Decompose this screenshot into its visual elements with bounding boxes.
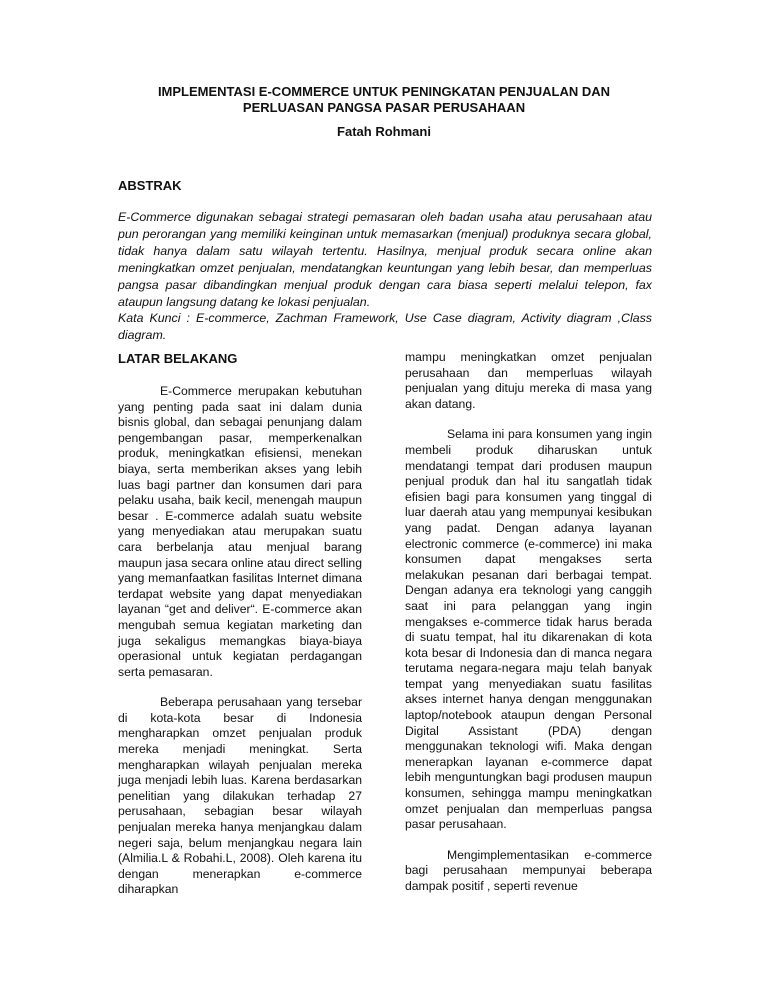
right-column (405, 350, 652, 910)
paragraph: mampu meningkatkan omzet penjualan perusahaan dan memperluas wilayah penjualan yang dituju mereka di masa yang akan datang. (405, 350, 652, 411)
title-line-2: PERLUASAN PANGSA PASAR PERUSAHAAN (242, 100, 526, 115)
abstract-heading: ABSTRAK (118, 178, 182, 193)
paper-title (118, 84, 650, 116)
abstract-text: E-Commerce digunakan sebagai strategi pemasaran oleh badan usaha atau perusahaan atau pun perorangan yang memiliki keinginan untuk memasarkan (menjual) produknya secara global, tidak hanya dalam satu wilayah tertentu. Hasilnya, menjual produk secara online akan meningkatkan omzet penjualan, mendatangkan keuntungan yang lebih besar, dan memperluas pangsa pasar dibandingkan menjual produk dengan cara biasa seperti melalui telepon, fax ataupun langsung datang ke lokasi penjualan. (118, 210, 652, 309)
paragraph: E-Commerce merupakan kebutuhan yang penting pada saat ini dalam dunia bisnis global, dan sebagai penunjang dalam pengembangan pasar, memperkenalkan produk, meningkatkan efisiensi, menekan biaya, serta memberikan akses yang lebih luas bagi partner dan konsumen dari para pelaku usaha, baik kecil, menengah maupun besar . E-commerce adalah suatu website yang menyediakan atau merupakan suatu cara berbelanja atau menjual barang maupun jasa secara online atau direct selling yang memanfaatkan fasilitas Internet dimana terdapat website yang dapat menyediakan layanan “get and deliver“. E-commerce akan mengubah semua kegiatan marketing dan juga sekaligus memangkas biaya-biaya operasional untuk kegiatan perdagangan serta pemasaran. (118, 384, 362, 679)
left-column (118, 350, 362, 913)
title-line-1: IMPLEMENTASI E-COMMERCE UNTUK PENINGKATAN PENJUALAN DAN (157, 84, 611, 99)
paragraph: Selama ini para konsumen yang ingin membeli produk diharuskan untuk mendatangi tempat dari produsen maupun penjual produk dan hal itu sangatlah tidak efisien bagi para konsumen yang tinggal di luar daerah atau yang mempunyai kesibukan yang padat. Dengan adanya layanan electronic commerce (e-commerce) ini maka konsumen dapat mengakses serta melakukan pesanan dari berbagai tempat. Dengan adanya era teknologi yang canggih saat ini para pelanggan yang ingin mengakses e-commerce tidak harus berada di suatu tempat, hal itu dikarenakan di kota kota besar di Indonesia dan di manca negara terutama negara-negara maju telah banyak tempat yang menyediakan suatu fasilitas akses internet hanya dengan menggunakan laptop/notebook ataupun dengan Personal Digital Assistant (PDA) dengan menggunakan teknologi wifi. Maka dengan menerapkan layanan e-commerce dapat lebih menguntungkan bagi produsen maupun konsumen, sehingga mampu meningkatkan omzet penjualan dan memperluas pangsa pasar perusahaan. (405, 427, 652, 832)
keywords: Kata Kunci : E-commerce, Zachman Framework, Use Case diagram, Activity diagram ,Class diagram. (118, 311, 652, 342)
section-heading: LATAR BELAKANG (118, 351, 238, 366)
paragraph: Beberapa perusahaan yang tersebar di kota-kota besar di Indonesia mengharapkan omzet penjualan produk mereka menjadi meningkat. Serta mengharapkan wilayah penjualan mereka juga menjadi lebih luas. Karena berdasarkan penelitian yang dilakukan terhadap 27 perusahaan, sebagian besar wilayah penjualan mereka hanya menjangkau dalam negeri saja, belum menjangkau negara lain (Almilia.L & Robahi.L, 2008). Oleh karena itu dengan menerapkan e-commerce diharapkan (118, 695, 362, 897)
author-name: Fatah Rohmani (337, 124, 431, 139)
paragraph: Mengimplementasikan e-commerce bagi perusahaan mempunyai beberapa dampak positif , seperti revenue (405, 847, 652, 893)
